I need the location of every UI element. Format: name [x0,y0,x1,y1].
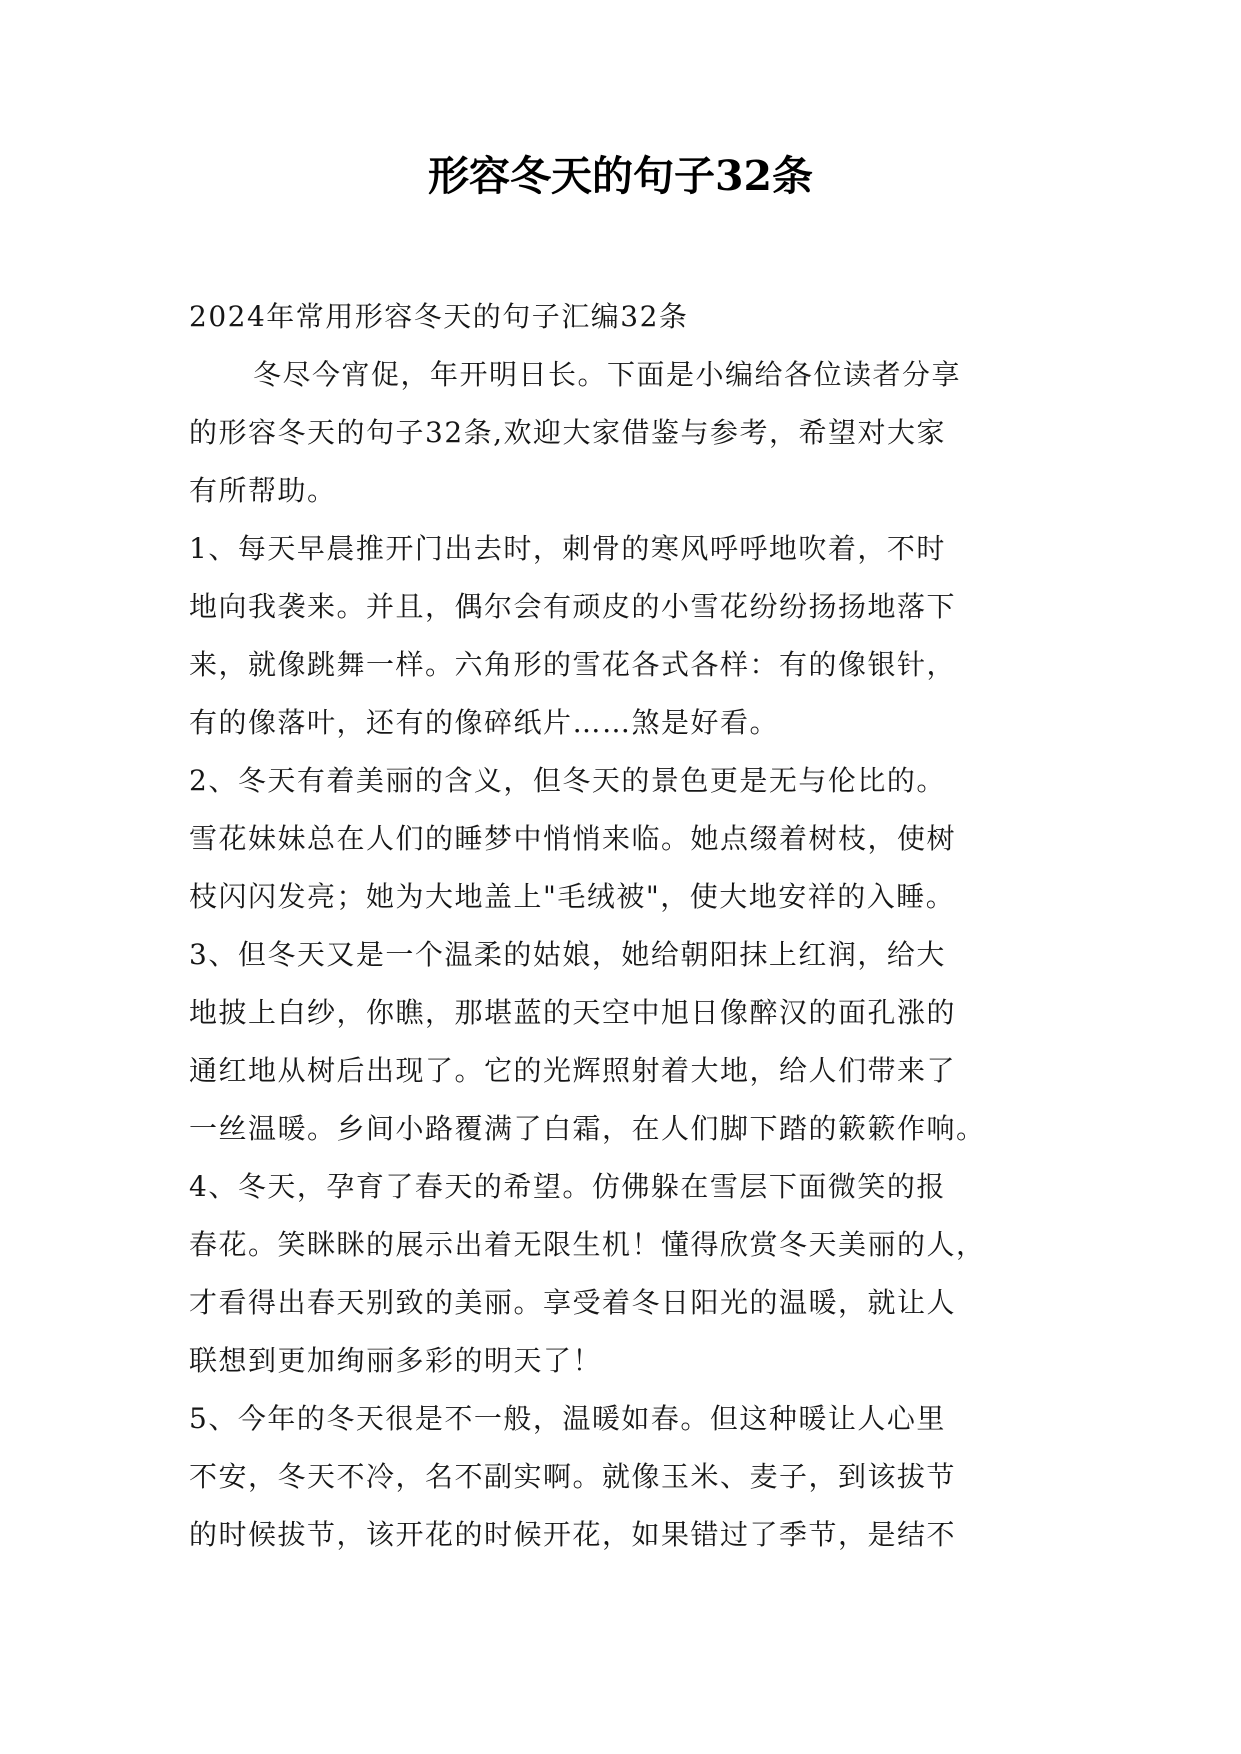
item-3-line: 地披上白纱，你瞧，那堪蓝的天空中旭日像醉汉的面孔涨的 [189,996,957,1029]
subtitle-line: 2024年常用形容冬天的句子汇编32条 [189,300,689,333]
item-3-line: 通红地从树后出现了。它的光辉照射着大地，给人们带来了 [189,1054,957,1087]
item-3-line: 一丝温暖。乡间小路覆满了白霜，在人们脚下踏的簌簌作响。 [189,1112,986,1145]
item-5-line: 不安，冬天不冷，名不副实啊。就像玉米、麦子，到该拔节 [189,1460,957,1493]
intro-line: 冬尽今宵促，年开明日长。下面是小编给各位读者分享 [253,358,962,391]
item-2-line: 枝闪闪发亮；她为大地盖上"毛绒被"，使大地安祥的入睡。 [189,880,956,913]
item-1-line: 1、每天早晨推开门出去时，刺骨的寒风呼呼地吹着，不时 [189,532,946,565]
item-4-line: 春花。笑眯眯的展示出着无限生机！懂得欣赏冬天美丽的人， [189,1228,986,1261]
item-2-line: 2、冬天有着美丽的含义，但冬天的景色更是无与伦比的。 [189,764,946,797]
item-1-line: 来，就像跳舞一样。六角形的雪花各式各样：有的像银针， [189,648,957,681]
item-4-line: 4、冬天，孕育了春天的希望。仿佛躲在雪层下面微笑的报 [189,1170,946,1203]
item-3-line: 3、但冬天又是一个温柔的姑娘，她给朝阳抹上红润，给大 [189,938,946,971]
intro-line: 有所帮助。 [189,474,337,507]
item-4-line: 联想到更加绚丽多彩的明天了！ [189,1344,603,1377]
item-5-line: 5、今年的冬天很是不一般，温暖如春。但这种暖让人心里 [189,1402,946,1435]
item-1-line: 地向我袭来。并且，偶尔会有顽皮的小雪花纷纷扬扬地落下 [189,590,957,623]
document-body [189,288,1059,1564]
item-2-line: 雪花妹妹总在人们的睡梦中悄悄来临。她点缀着树枝，使树 [189,822,957,855]
document-title: 形容冬天的句子32条 [427,152,814,200]
item-1-line: 有的像落叶，还有的像碎纸片……煞是好看。 [189,706,780,739]
item-4-line: 才看得出春天别致的美丽。享受着冬日阳光的温暖，就让人 [189,1286,957,1319]
item-5-line: 的时候拔节，该开花的时候开花，如果错过了季节，是结不 [189,1518,957,1551]
intro-line: 的形容冬天的句子32条,欢迎大家借鉴与参考，希望对大家 [189,416,947,449]
